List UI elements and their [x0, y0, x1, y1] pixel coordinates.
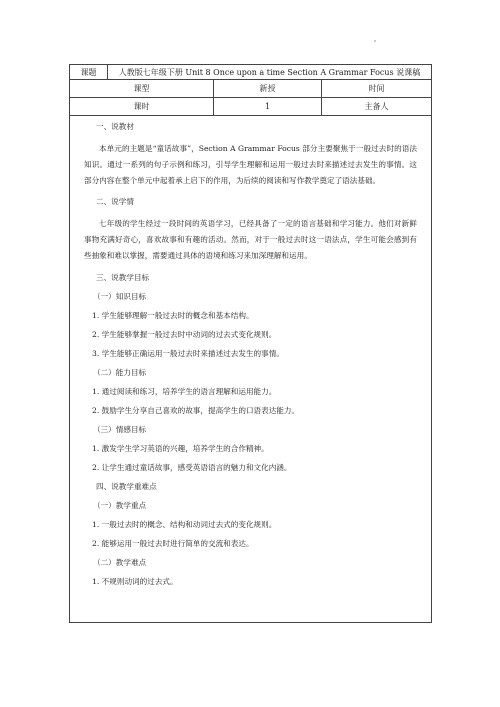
type-label: 课型 — [70, 80, 214, 98]
subheading-ability: （二）能力目标 — [93, 367, 147, 377]
list-item: 1. 通过阅读和练习，培养学生的语言理解和运用能力。 — [92, 386, 277, 396]
subheading-emotion: （三）情感目标 — [93, 424, 147, 434]
list-item: 2. 学生能够掌握一般过去时中动词的过去式变化规则。 — [92, 329, 277, 339]
lesson-plan-table — [69, 64, 432, 623]
period-label: 课时 — [70, 98, 214, 116]
section-paragraph-textbook: 本单元的主题是“童话故事”，Section A Grammar Focus 部分主要聚焦于一般过去时的语法知识。通过一系列的句子示例和练习，引导学生理解和运用一般过去时来描述过去发生的事情。这部分内容在整个单元中起着承上启下的作用，为后续的阅读和写作教学奠定了语法基础。 — [84, 144, 418, 185]
list-item: 2. 让学生通过童话故事，感受英语语言的魅力和文化内涵。 — [92, 462, 292, 472]
section-paragraph-students: 七年级的学生经过一段时间的英语学习，已经具备了一定的语言基础和学习能力。他们对新鲜事物充满好奇心，喜欢故事和有趣的活动。然而，对于一般过去时这一语法点，学生可能会感到有些抽象和难以掌握，需要通过具体的语境和练习来加深理解和运用。 — [84, 219, 418, 260]
list-item: 1. 一般过去时的概念、结构和动词过去式的变化规则。 — [92, 519, 277, 529]
time-label: 时间 — [322, 80, 432, 98]
section-heading-key-points: 四、说教学重难点 — [96, 481, 157, 491]
list-item: 2. 能够运用一般过去时进行简单的交流和表达。 — [92, 538, 254, 548]
period-row — [70, 98, 432, 116]
content-row — [70, 116, 432, 623]
type-row — [70, 80, 432, 98]
preparer-label: 主备人 — [322, 98, 432, 116]
period-value: 1 — [214, 98, 322, 116]
subject-value: 人教版七年级下册 Unit 8 Once upon a time Section A Grammar Focus 说课稿 — [108, 65, 432, 80]
section-heading-students: 二、说学情 — [96, 197, 134, 207]
section-heading-textbook: 一、说教材 — [96, 122, 134, 131]
list-item: 1. 不规则动词的过去式。 — [92, 576, 178, 586]
content-cell — [70, 116, 432, 623]
subject-label: 课题 — [70, 65, 108, 80]
subheading-difficult-points: （二）教学难点 — [93, 557, 147, 567]
list-item: 1. 激发学生学习英语的兴趣，培养学生的合作精神。 — [92, 443, 269, 453]
list-item: 1. 学生能够理解一般过去时的概念和基本结构。 — [92, 310, 254, 320]
subheading-knowledge: （一）知识目标 — [93, 291, 147, 301]
list-item: 3. 学生能够正确运用一般过去时来描述过去发生的事情。 — [92, 348, 284, 358]
subheading-key-points: （一）教学重点 — [93, 500, 147, 510]
list-item: 2. 鼓励学生分享自己喜欢的故事，提高学生的口语表达能力。 — [92, 405, 300, 415]
page-dot — [374, 40, 376, 42]
type-value: 新授 — [214, 80, 322, 98]
subject-row — [70, 65, 432, 80]
section-heading-objectives: 三、说教学目标 — [96, 272, 150, 282]
